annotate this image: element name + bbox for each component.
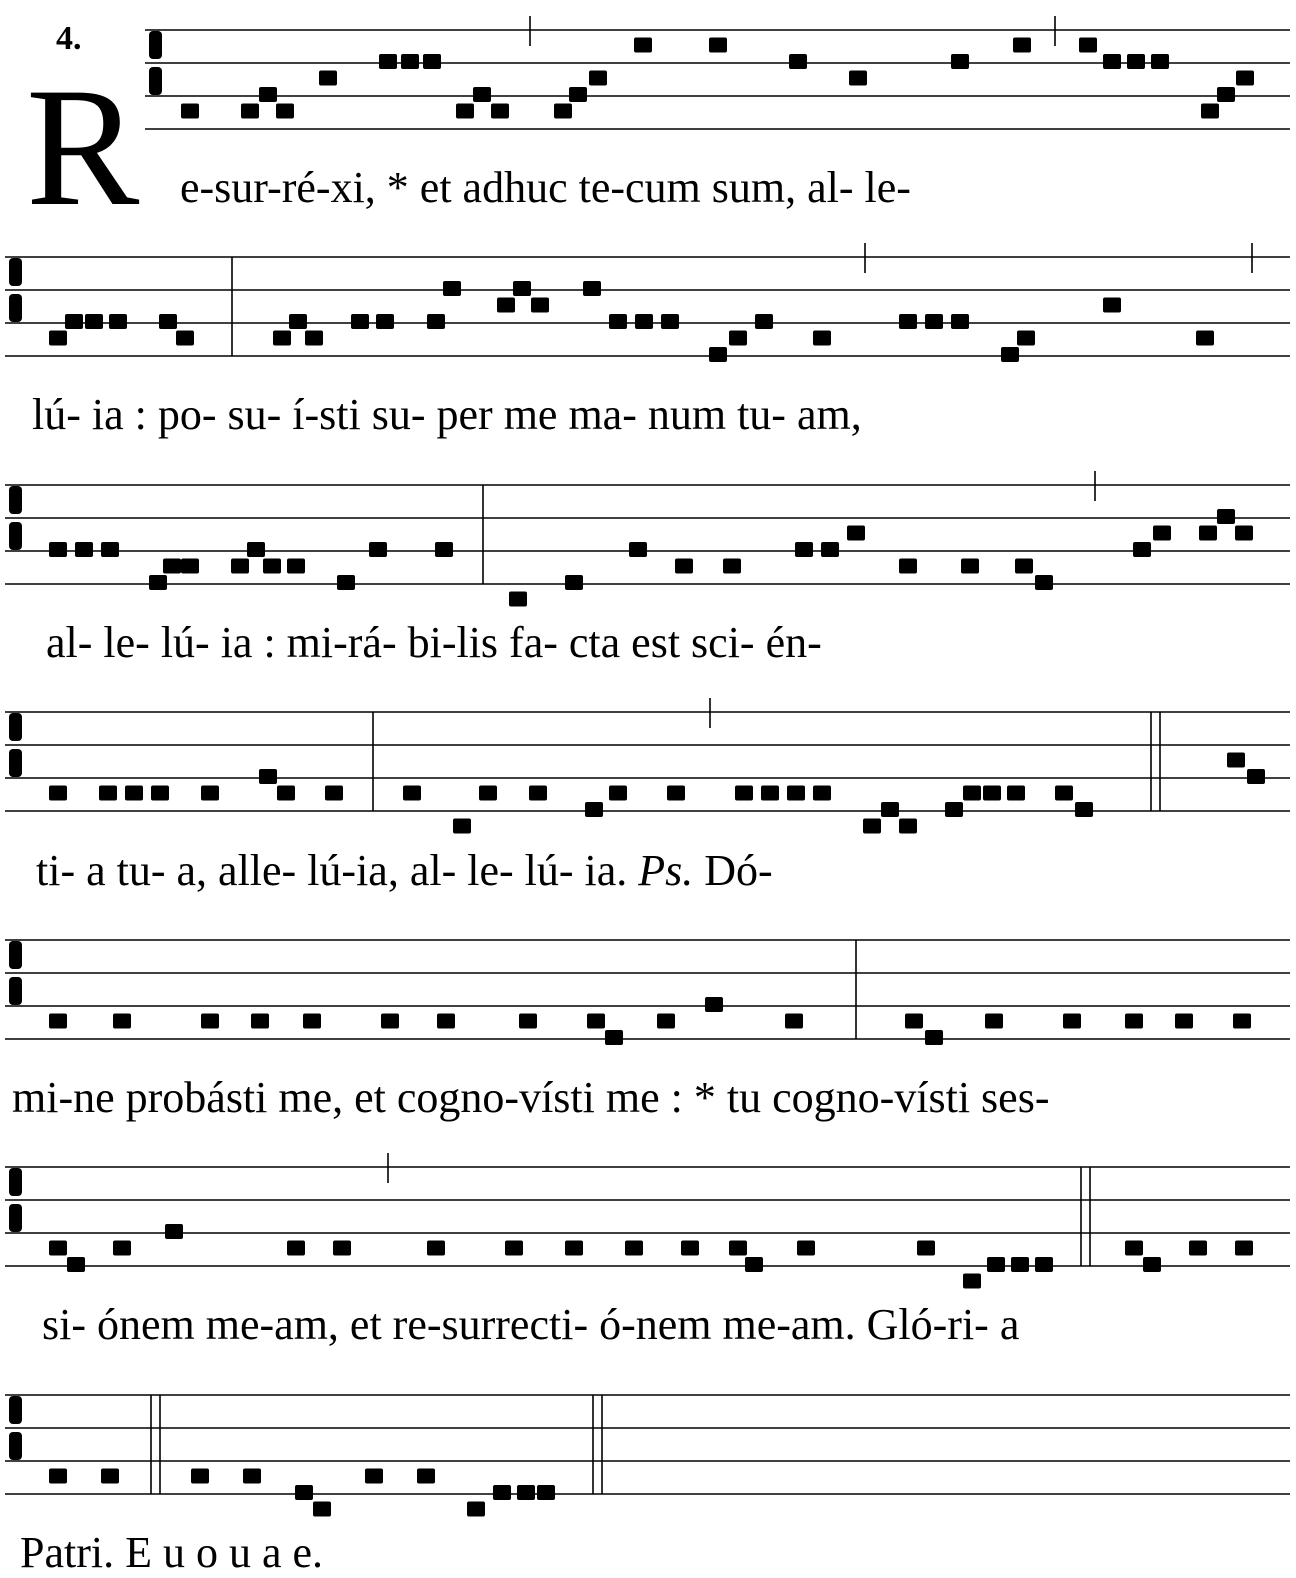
neume-note: [917, 1241, 935, 1256]
neume-note: [427, 314, 445, 329]
neume-note: [565, 1241, 583, 1256]
neume-note: [113, 1014, 131, 1029]
neume-note: [243, 1469, 261, 1484]
c-clef: [9, 294, 22, 322]
neume-note: [1001, 347, 1019, 362]
neume-note: [49, 1469, 67, 1484]
neume-note: [289, 314, 307, 329]
neume-note: [821, 542, 839, 557]
lyric-line-2: lú- ia : po- su- í-sti su- per me ma- num tu- am,: [32, 390, 862, 439]
neume-note: [49, 331, 67, 346]
neume-note: [1233, 1014, 1251, 1029]
neume-note: [423, 54, 441, 69]
neume-note: [1017, 331, 1035, 346]
neume-note: [101, 542, 119, 557]
initial-letter: R: [26, 53, 140, 241]
neume-note: [453, 819, 471, 834]
neume-note: [159, 314, 177, 329]
neume-note: [201, 786, 219, 801]
neume-note: [983, 786, 1001, 801]
neume-note: [1125, 1014, 1143, 1029]
neume-note: [1063, 1014, 1081, 1029]
neume-note: [789, 54, 807, 69]
neume-note: [987, 1257, 1005, 1272]
neume-note: [709, 38, 727, 53]
neume-note: [1236, 71, 1254, 86]
neume-note: [661, 314, 679, 329]
neume-note: [657, 1014, 675, 1029]
neume-note: [287, 559, 305, 574]
neume-note: [709, 347, 727, 362]
neume-note: [493, 1485, 511, 1500]
neume-note: [325, 786, 343, 801]
neume-note: [585, 802, 603, 817]
neume-note: [295, 1485, 313, 1500]
neume-note: [1151, 54, 1169, 69]
neume-note: [149, 575, 167, 590]
neume-note: [609, 786, 627, 801]
neume-note: [745, 1257, 763, 1272]
neume-note: [1247, 769, 1265, 784]
c-clef: [9, 941, 22, 969]
neume-note: [333, 1241, 351, 1256]
neume-note: [755, 314, 773, 329]
neume-note: [795, 542, 813, 557]
c-clef: [9, 1432, 22, 1460]
neume-note: [587, 1014, 605, 1029]
neume-note: [263, 559, 281, 574]
c-clef: [9, 258, 22, 286]
neume-note: [605, 1030, 623, 1045]
neume-note: [735, 786, 753, 801]
c-clef: [149, 67, 162, 95]
neume-note: [813, 786, 831, 801]
neume-note: [629, 542, 647, 557]
neume-note: [467, 1502, 485, 1517]
neume-note: [565, 575, 583, 590]
neume-note: [609, 314, 627, 329]
neume-note: [881, 802, 899, 817]
neume-note: [417, 1469, 435, 1484]
neume-note: [681, 1241, 699, 1256]
neume-note: [435, 542, 453, 557]
neume-note: [729, 331, 747, 346]
c-clef: [9, 1396, 22, 1424]
neume-note: [99, 786, 117, 801]
neume-note: [925, 314, 943, 329]
neume-note: [1199, 526, 1217, 541]
lyric-line-4-text: ti- a tu- a, alle- lú-ia, al- le- lú- ia.: [36, 846, 628, 895]
neume-note: [899, 819, 917, 834]
neume-note: [65, 314, 83, 329]
neume-note: [247, 542, 265, 557]
psalm-marker: Ps.: [638, 846, 694, 895]
neume-note: [1075, 802, 1093, 817]
neume-note: [963, 1274, 981, 1289]
neume-note: [813, 331, 831, 346]
neume-note: [569, 87, 587, 102]
neume-note: [1055, 786, 1073, 801]
neume-note: [945, 802, 963, 817]
neume-note: [951, 54, 969, 69]
neume-note: [101, 1469, 119, 1484]
neume-note: [259, 87, 277, 102]
chant-number: 4.: [56, 20, 82, 57]
neume-note: [705, 997, 723, 1012]
neume-note: [49, 1014, 67, 1029]
neume-note: [369, 542, 387, 557]
neume-note: [589, 71, 607, 86]
neume-note: [401, 54, 419, 69]
neume-note: [176, 331, 194, 346]
neume-note: [181, 559, 199, 574]
neume-note: [1015, 559, 1033, 574]
neume-note: [1133, 542, 1151, 557]
c-clef: [9, 977, 22, 1005]
neume-note: [319, 71, 337, 86]
neume-note: [797, 1241, 815, 1256]
c-clef: [9, 1204, 22, 1232]
neume-note: [951, 314, 969, 329]
neume-note: [1035, 575, 1053, 590]
neume-note: [537, 1485, 555, 1500]
neume-note: [899, 314, 917, 329]
neume-note: [181, 104, 199, 119]
neume-note: [961, 559, 979, 574]
neume-note: [491, 104, 509, 119]
neume-note: [231, 559, 249, 574]
neume-note: [49, 786, 67, 801]
neume-note: [379, 54, 397, 69]
neume-note: [675, 559, 693, 574]
neume-note: [905, 1014, 923, 1029]
neume-note: [1196, 331, 1214, 346]
neume-note: [49, 542, 67, 557]
neume-note: [925, 1030, 943, 1045]
c-clef: [9, 1168, 22, 1196]
neume-note: [1013, 38, 1031, 53]
neume-note: [531, 298, 549, 313]
lyric-line-4-tail: Dó-: [704, 846, 773, 895]
neume-note: [899, 559, 917, 574]
neume-note: [963, 786, 981, 801]
neume-note: [75, 542, 93, 557]
neume-note: [785, 1014, 803, 1029]
neume-note: [427, 1241, 445, 1256]
neume-note: [1175, 1014, 1193, 1029]
neume-note: [847, 526, 865, 541]
neume-note: [509, 592, 527, 607]
c-clef: [9, 749, 22, 777]
neume-note: [1217, 87, 1235, 102]
neume-note: [259, 769, 277, 784]
c-clef: [9, 713, 22, 741]
c-clef: [9, 486, 22, 514]
neume-note: [443, 281, 461, 296]
neume-note: [273, 331, 291, 346]
neume-note: [201, 1014, 219, 1029]
neume-note: [365, 1469, 383, 1484]
neume-note: [1127, 54, 1145, 69]
neume-note: [381, 1014, 399, 1029]
neume-note: [1011, 1257, 1029, 1272]
neume-note: [473, 87, 491, 102]
neume-note: [634, 38, 652, 53]
neume-note: [554, 104, 572, 119]
neume-note: [1079, 38, 1097, 53]
neume-note: [251, 1014, 269, 1029]
neume-note: [277, 786, 295, 801]
neume-note: [125, 786, 143, 801]
neume-note: [85, 314, 103, 329]
lyric-line-6: si- ónem me-am, et re-surrecti- ó-nem me-am. Gló-ri- a: [42, 1300, 1020, 1349]
c-clef: [149, 31, 162, 59]
lyric-line-4: [36, 846, 773, 896]
neume-note: [761, 786, 779, 801]
neume-note: [479, 786, 497, 801]
neume-note: [376, 314, 394, 329]
neume-note: [1227, 753, 1245, 768]
neume-note: [529, 786, 547, 801]
neume-note: [1235, 1241, 1253, 1256]
neume-note: [109, 314, 127, 329]
neume-note: [287, 1241, 305, 1256]
neume-note: [241, 104, 259, 119]
neume-note: [67, 1257, 85, 1272]
neume-note: [849, 71, 867, 86]
lyric-line-7: Patri. E u o u a e.: [20, 1528, 324, 1577]
c-clef: [9, 522, 22, 550]
neume-note: [985, 1014, 1003, 1029]
neume-note: [505, 1241, 523, 1256]
neume-note: [517, 1485, 535, 1500]
neume-note: [313, 1502, 331, 1517]
lyric-line-1: e-sur-ré-xi, * et adhuc te-cum sum, al- le-: [180, 163, 911, 212]
neume-note: [191, 1469, 209, 1484]
neume-note: [403, 786, 421, 801]
neume-note: [635, 314, 653, 329]
neume-note: [1153, 526, 1171, 541]
neume-note: [1235, 526, 1253, 541]
lyric-line-3: al- le- lú- ia : mi-rá- bi-lis fa- cta est sci- én-: [46, 618, 822, 667]
neume-note: [49, 1241, 67, 1256]
neume-note: [1201, 104, 1219, 119]
neume-note: [1103, 298, 1121, 313]
neume-note: [519, 1014, 537, 1029]
neume-note: [456, 104, 474, 119]
neume-note: [513, 281, 531, 296]
neume-note: [667, 786, 685, 801]
neume-note: [1217, 509, 1235, 524]
neume-note: [305, 331, 323, 346]
neume-note: [863, 819, 881, 834]
neume-note: [113, 1241, 131, 1256]
neume-note: [787, 786, 805, 801]
neume-note: [625, 1241, 643, 1256]
neume-note: [1189, 1241, 1207, 1256]
neume-note: [723, 559, 741, 574]
neume-note: [163, 559, 181, 574]
neume-note: [729, 1241, 747, 1256]
neume-note: [351, 314, 369, 329]
neume-note: [1143, 1257, 1161, 1272]
neume-note: [303, 1014, 321, 1029]
neume-note: [1125, 1241, 1143, 1256]
neume-note: [437, 1014, 455, 1029]
lyric-line-5: mi-ne probásti me, et cogno-vísti me : * tu cogno-vísti ses-: [12, 1073, 1050, 1122]
neume-note: [583, 281, 601, 296]
neume-note: [337, 575, 355, 590]
neume-note: [276, 104, 294, 119]
neume-note: [165, 1224, 183, 1239]
neume-note: [1035, 1257, 1053, 1272]
neume-note: [497, 298, 515, 313]
neume-note: [1007, 786, 1025, 801]
neume-note: [151, 786, 169, 801]
neume-note: [1103, 54, 1121, 69]
